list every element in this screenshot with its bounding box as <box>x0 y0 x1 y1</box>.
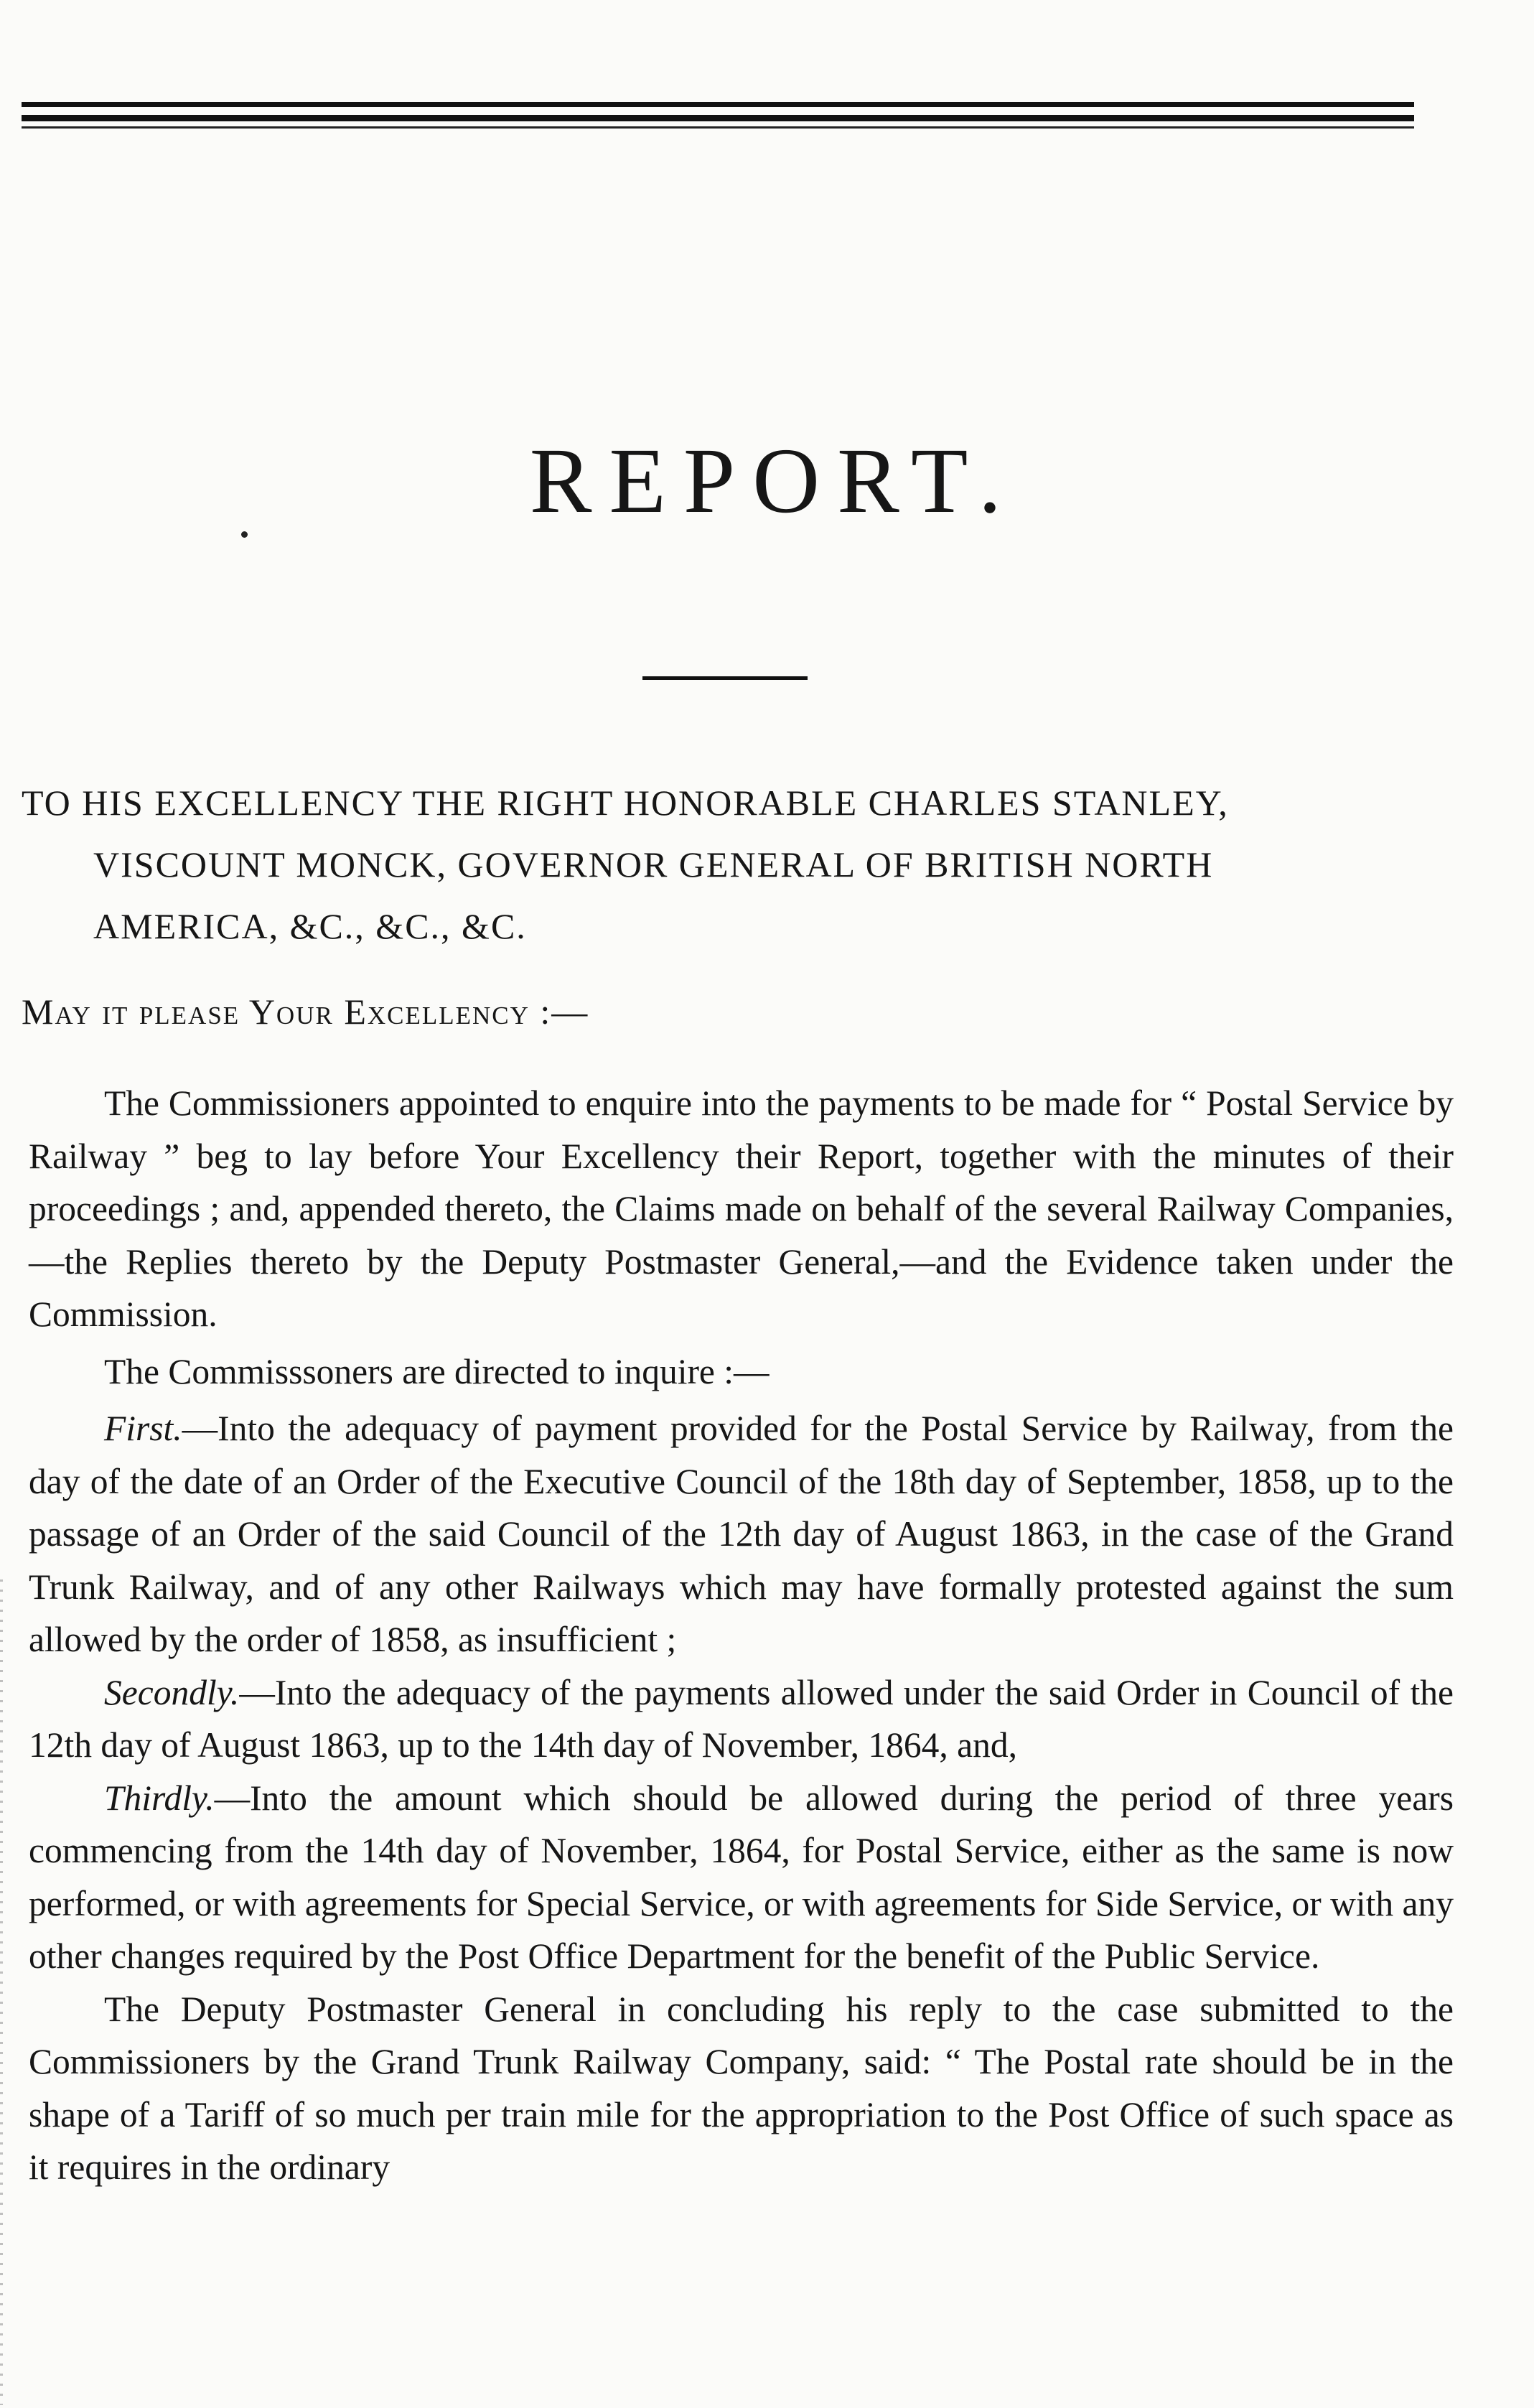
paragraph <box>29 1666 1454 1772</box>
addressee-line: VISCOUNT MONCK, GOVERNOR GENERAL OF BRITISH NORTH <box>93 844 1214 885</box>
addressee-block <box>22 772 1457 957</box>
addressee-line: AMERICA, &C., &C., &C. <box>93 906 527 946</box>
top-rule <box>22 126 1414 129</box>
paragraph: The Deputy Postmaster General in concluding his reply to the case submitted to the Commissioners by the Grand Trunk Railway Company, said: “ The Postal rate should be in the shape of a Tariff of so much per train mile for the appropriation to the Post Office of such space as it requires in the ordinary <box>29 1989 1454 2187</box>
paragraph-text: —Into the adequacy of payment provided for the Postal Service by Railway, from the day of the date of an Order of the Executive Council of the 18th day of September, 1858, up to the passage of an Order of the said Council of the 12th day of August 1863, in the case of the Grand Trunk Railway, and of any other Railways which may have formally protested against the sum allowed by the order of 1858, as insufficient ; <box>29 1409 1454 1659</box>
report-body <box>29 1077 1454 2198</box>
top-rule <box>22 102 1414 107</box>
title-divider <box>642 676 808 680</box>
paragraph <box>29 1772 1454 1983</box>
binding-edge <box>0 1579 3 2405</box>
page-title: REPORT. <box>529 429 1019 533</box>
paragraph-lead: First. <box>104 1409 182 1448</box>
salutation: May it please Your Excellency :— <box>22 991 589 1032</box>
paragraph-lead: Secondly. <box>104 1672 240 1712</box>
paragraph-lead: Thirdly. <box>104 1778 215 1818</box>
paragraph-text: —Into the adequacy of the payments allowed under the said Order in Council of the 12th day of August 1863, up to the 14th day of November, 1864, and, <box>29 1672 1454 1765</box>
paragraph: The Commissioners appointed to enquire into the payments to be made for “ Postal Service by Railway ” beg to lay before Your Excellency their Report, together with the minutes of their proceedings ; and, appended thereto, the Claims made on behalf of the several Railway Companies,—the Replies thereto by the Deputy Postmaster General,—and the Evidence taken under the Commission. <box>29 1083 1454 1334</box>
paragraph: The Commisssoners are directed to inquire :— <box>104 1351 770 1391</box>
paragraph <box>29 1402 1454 1666</box>
top-rule <box>22 115 1414 121</box>
addressee-line: TO HIS EXCELLENCY THE RIGHT HONORABLE CHARLES STANLEY, <box>22 783 1229 823</box>
ink-speck <box>241 531 248 538</box>
paragraph-text: —Into the amount which should be allowed during the period of three years commencing from the 14th day of November, 1864, for Postal Service, either as the same is now performed, or with agreements for Special Service, or with agreements for Side Service, or with any other changes required by the Post Office Department for the benefit of the Public Service. <box>29 1778 1454 1976</box>
